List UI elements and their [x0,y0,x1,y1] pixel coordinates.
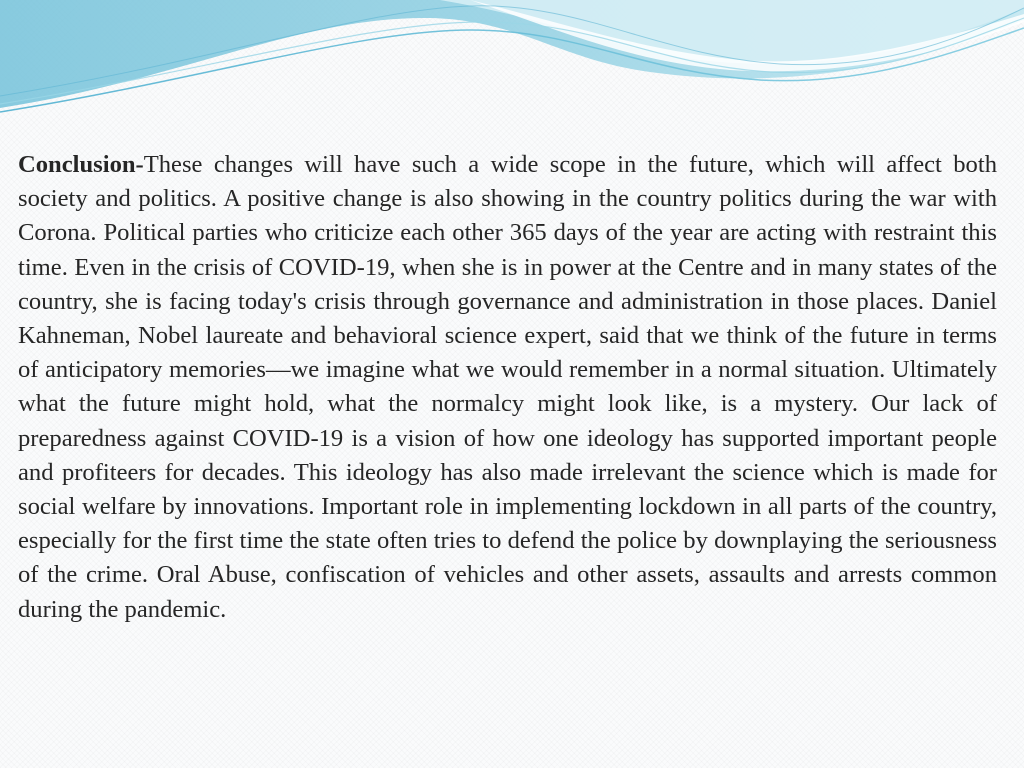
conclusion-body: These changes will have such a wide scope in the future, which will affect both society and politics. A positive change is also showing in the country politics during the war with Corona. Political parties who criticize each other 365 days of the year are acting with restraint this time. Even in the crisis of COVID-19, when she is in power at the Centre and in many states of the country, she is facing today's crisis through governance and administration in those places. Daniel Kahneman, Nobel laureate and behavioral science expert, said that we think of the future in terms of anticipatory memories—we imagine what we would remember in a normal situation. Ultimately what the future might hold, what the normalcy might look like, is a mystery. Our lack of preparedness against COVID-19 is a vision of how one ideology has supported important people and profiteers for decades. This ideology has also made irrelevant the science which is made for social welfare by innovations. Important role in implementing lockdown in all parts of the country, especially for the first time the state often tries to defend the police by downplaying the seriousness of the crime. Oral Abuse, confiscation of vehicles and other assets, assaults and arrests common during the pandemic. [18,151,997,623]
wave-header-decoration [0,0,1024,120]
conclusion-heading: Conclusion- [18,151,144,178]
conclusion-paragraph [18,148,997,627]
